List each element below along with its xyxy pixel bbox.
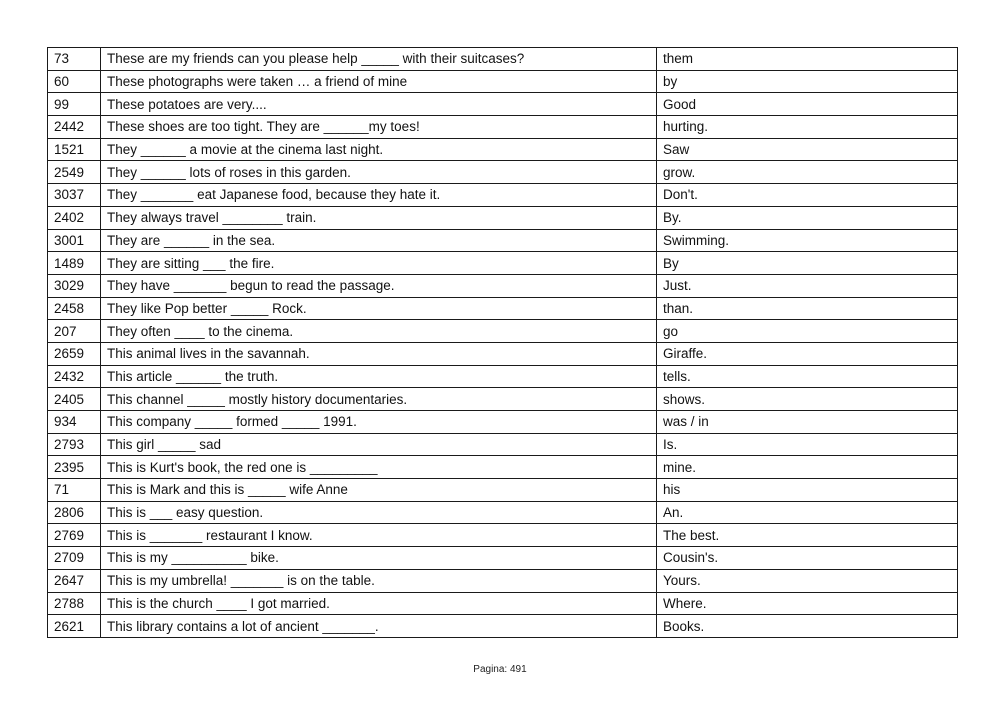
question-cell: This is _______ restaurant I know. [101, 524, 657, 547]
row-id-cell: 2621 [48, 615, 101, 638]
question-cell: They always travel ________ train. [101, 206, 657, 229]
table-row [48, 524, 958, 547]
question-cell: These shoes are too tight. They are ______my toes! [101, 116, 657, 139]
table-row [48, 320, 958, 343]
table-row [48, 456, 958, 479]
question-cell: This channel _____ mostly history documentaries. [101, 388, 657, 411]
table-row [48, 252, 958, 275]
row-id-cell: 2432 [48, 365, 101, 388]
table-row [48, 479, 958, 502]
page-number: Pagina: 491 [473, 664, 527, 675]
answer-cell: By. [657, 206, 958, 229]
answer-cell: Yours. [657, 569, 958, 592]
answer-cell: hurting. [657, 116, 958, 139]
row-id-cell: 2442 [48, 116, 101, 139]
answer-cell: Don't. [657, 184, 958, 207]
answer-cell: By [657, 252, 958, 275]
table-row [48, 161, 958, 184]
table-row [48, 297, 958, 320]
question-cell: These are my friends can you please help _____ with their suitcases? [101, 48, 657, 71]
answer-cell: grow. [657, 161, 958, 184]
question-table-body [48, 48, 958, 638]
row-id-cell: 934 [48, 411, 101, 434]
answer-cell: An. [657, 501, 958, 524]
question-cell: They ______ lots of roses in this garden. [101, 161, 657, 184]
table-row [48, 501, 958, 524]
row-id-cell: 1521 [48, 138, 101, 161]
row-id-cell: 2659 [48, 342, 101, 365]
question-cell: This is ___ easy question. [101, 501, 657, 524]
answer-cell: them [657, 48, 958, 71]
answer-cell: Swimming. [657, 229, 958, 252]
row-id-cell: 2458 [48, 297, 101, 320]
answer-cell: Where. [657, 592, 958, 615]
answer-cell: his [657, 479, 958, 502]
table-row [48, 184, 958, 207]
answer-cell: go [657, 320, 958, 343]
table-row [48, 365, 958, 388]
row-id-cell: 2793 [48, 433, 101, 456]
question-cell: They like Pop better _____ Rock. [101, 297, 657, 320]
table-row [48, 138, 958, 161]
table-row [48, 615, 958, 638]
question-cell: This is the church ____ I got married. [101, 592, 657, 615]
table-row [48, 433, 958, 456]
table-row [48, 411, 958, 434]
table-row [48, 70, 958, 93]
answer-cell: Giraffe. [657, 342, 958, 365]
question-cell: This company _____ formed _____ 1991. [101, 411, 657, 434]
question-cell: This is my __________ bike. [101, 547, 657, 570]
row-id-cell: 3037 [48, 184, 101, 207]
row-id-cell: 2395 [48, 456, 101, 479]
table-row [48, 274, 958, 297]
row-id-cell: 2647 [48, 569, 101, 592]
row-id-cell: 2709 [48, 547, 101, 570]
table-row [48, 206, 958, 229]
question-cell: This library contains a lot of ancient _______. [101, 615, 657, 638]
table-row [48, 229, 958, 252]
answer-cell: Is. [657, 433, 958, 456]
question-cell: This animal lives in the savannah. [101, 342, 657, 365]
question-cell: This is my umbrella! _______ is on the table. [101, 569, 657, 592]
row-id-cell: 1489 [48, 252, 101, 275]
answer-cell: Saw [657, 138, 958, 161]
question-cell: This girl _____ sad [101, 433, 657, 456]
table-row [48, 388, 958, 411]
row-id-cell: 60 [48, 70, 101, 93]
answer-cell: The best. [657, 524, 958, 547]
row-id-cell: 3001 [48, 229, 101, 252]
answer-cell: than. [657, 297, 958, 320]
table-row [48, 93, 958, 116]
row-id-cell: 3029 [48, 274, 101, 297]
answer-cell: Books. [657, 615, 958, 638]
answer-cell: Just. [657, 274, 958, 297]
row-id-cell: 73 [48, 48, 101, 71]
table-row [48, 116, 958, 139]
answer-cell: tells. [657, 365, 958, 388]
question-cell: This is Mark and this is _____ wife Anne [101, 479, 657, 502]
row-id-cell: 99 [48, 93, 101, 116]
question-cell: They often ____ to the cinema. [101, 320, 657, 343]
answer-cell: was / in [657, 411, 958, 434]
row-id-cell: 2806 [48, 501, 101, 524]
question-cell: They _______ eat Japanese food, because they hate it. [101, 184, 657, 207]
table-row [48, 342, 958, 365]
table-row [48, 48, 958, 71]
answer-cell: Good [657, 93, 958, 116]
row-id-cell: 2549 [48, 161, 101, 184]
question-cell: They have _______ begun to read the passage. [101, 274, 657, 297]
table-row [48, 569, 958, 592]
question-cell: This article ______ the truth. [101, 365, 657, 388]
question-cell: They ______ a movie at the cinema last night. [101, 138, 657, 161]
row-id-cell: 2405 [48, 388, 101, 411]
answer-cell: Cousin's. [657, 547, 958, 570]
question-cell: These photographs were taken … a friend of mine [101, 70, 657, 93]
row-id-cell: 207 [48, 320, 101, 343]
row-id-cell: 2769 [48, 524, 101, 547]
answer-cell: mine. [657, 456, 958, 479]
row-id-cell: 71 [48, 479, 101, 502]
question-cell: These potatoes are very.... [101, 93, 657, 116]
answer-cell: shows. [657, 388, 958, 411]
question-table [47, 47, 958, 638]
question-cell: They are ______ in the sea. [101, 229, 657, 252]
table-row [48, 547, 958, 570]
row-id-cell: 2402 [48, 206, 101, 229]
table-row [48, 592, 958, 615]
question-cell: This is Kurt's book, the red one is _________ [101, 456, 657, 479]
row-id-cell: 2788 [48, 592, 101, 615]
question-cell: They are sitting ___ the fire. [101, 252, 657, 275]
answer-cell: by [657, 70, 958, 93]
